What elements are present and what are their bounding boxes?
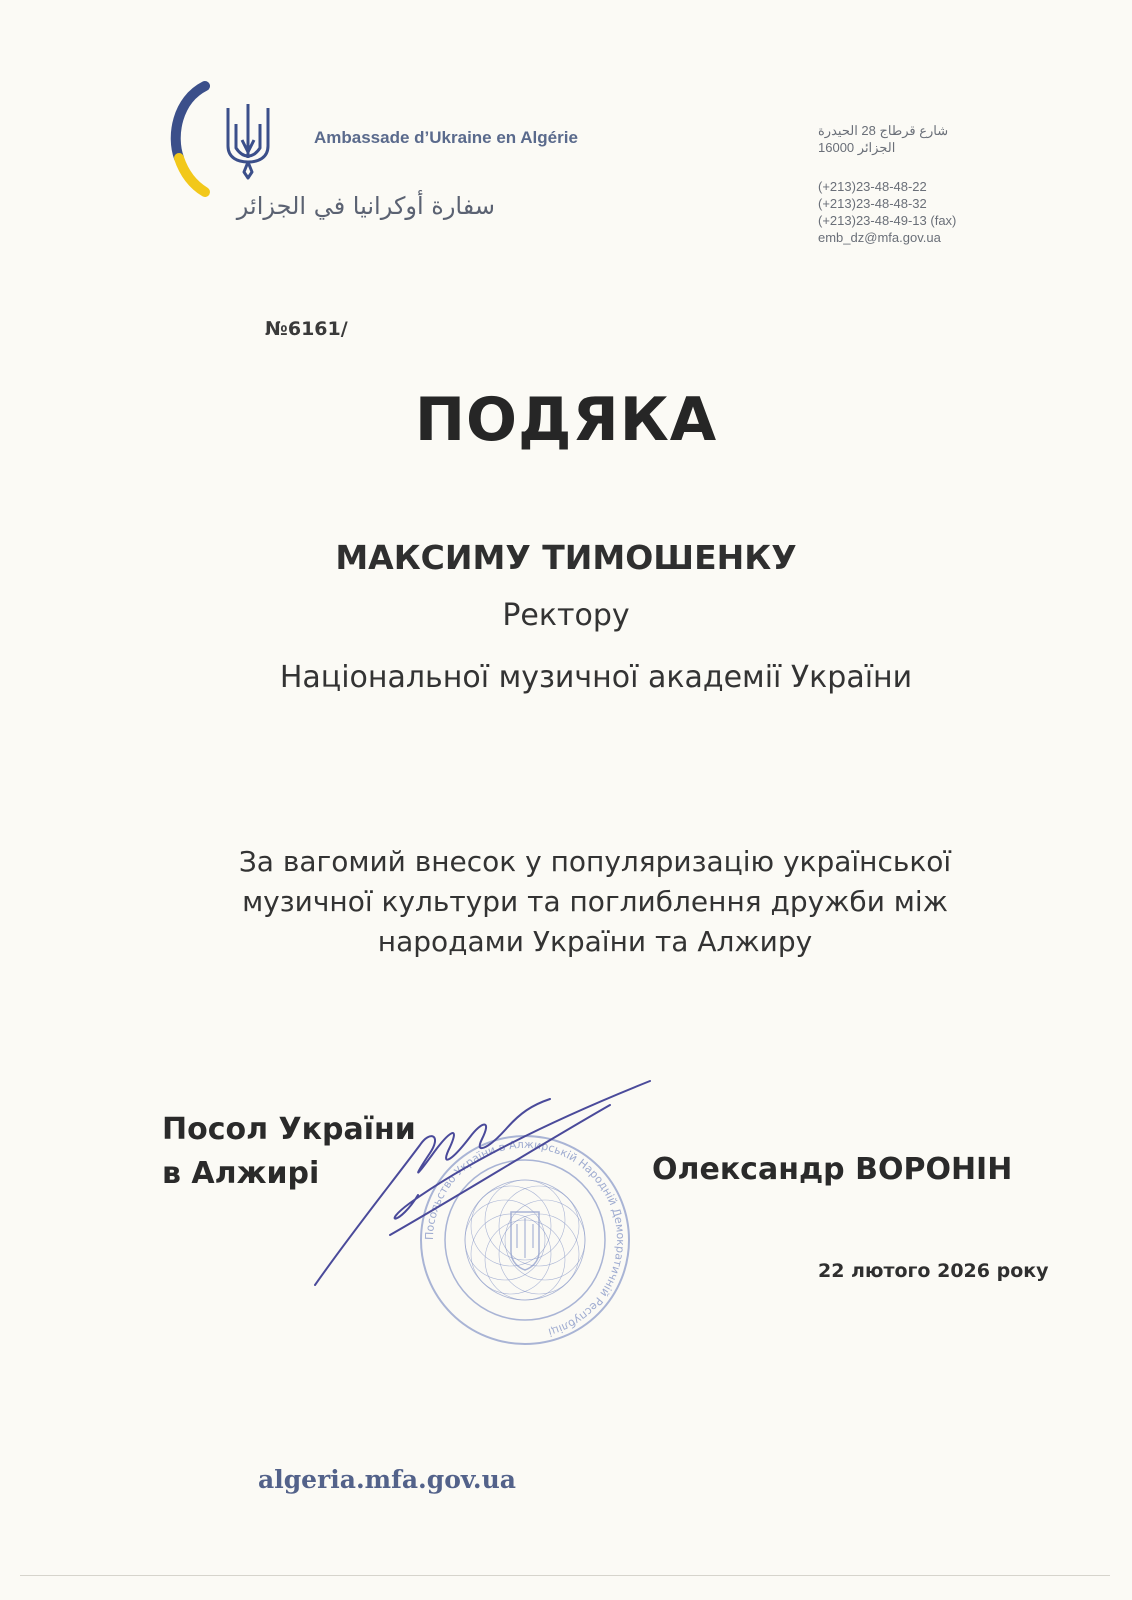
reason-line-2: музичної культури та поглиблення дружби між <box>242 885 948 918</box>
recipient-position: Ректору <box>502 598 630 633</box>
phone-1: (+213)23-48-48-22 <box>818 179 927 194</box>
email: emb_dz@mfa.gov.ua <box>818 230 941 245</box>
website-link[interactable]: algeria.mfa.gov.ua <box>258 1465 517 1494</box>
document-number: №6161/ <box>265 318 348 340</box>
stamp-text: Посольство України в Алжирській Народній Демократичній Республіці <box>422 1137 628 1339</box>
embassy-name-fr: Ambassade d’Ukraine en Algérie <box>314 128 578 147</box>
document-title: ПОДЯКА <box>414 385 718 455</box>
handwritten-signature <box>310 1075 670 1300</box>
fax: (+213)23-48-49-13 (fax) <box>818 213 957 228</box>
recipient-name: МАКСИМУ ТИМОШЕНКУ <box>335 538 797 577</box>
reason-line-3: народами України та Алжиру <box>377 925 813 958</box>
reason-text <box>160 842 1030 962</box>
signer-role-line-2: в Алжирі <box>162 1156 320 1191</box>
signer-name: Олександр ВОРОНІН <box>652 1152 1013 1187</box>
trident-icon <box>222 100 274 180</box>
page-edge-line <box>20 1575 1110 1576</box>
embassy-logo-arc <box>165 80 225 200</box>
recipient-organization: Національної музичної академії України <box>279 660 913 695</box>
document-date: 22 лютого 2026 року <box>818 1260 1049 1282</box>
address-line-2: الجزائر 16000 <box>818 140 896 155</box>
address-line-1: شارع قرطاج 28 الحيدرة <box>818 123 949 138</box>
embassy-name-ar: سفارة أوكرانيا في الجزائر <box>236 192 495 220</box>
contact-block <box>818 122 1018 246</box>
phone-2: (+213)23-48-48-32 <box>818 196 927 211</box>
signer-role-line-1: Посол України <box>162 1112 416 1147</box>
reason-line-1: За вагомий внесок у популяризацію української <box>238 845 952 878</box>
